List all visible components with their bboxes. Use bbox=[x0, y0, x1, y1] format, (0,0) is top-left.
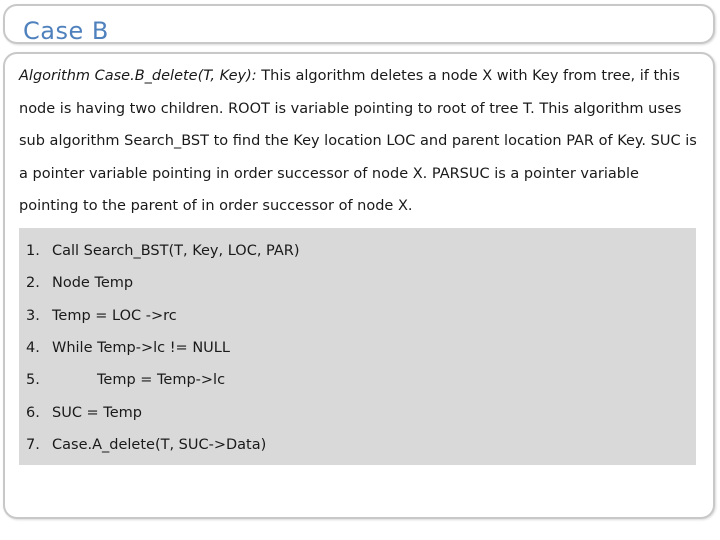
step-number: 2. bbox=[26, 275, 40, 291]
step-number: 6. bbox=[26, 405, 40, 421]
step-text: SUC = Temp bbox=[52, 405, 142, 421]
algorithm-description-text: This algorithm deletes a node X with Key from tree, if this node is having two children. ROOT is variable pointing to root of tree T. This algorithm uses sub algorithm Search_BST to find the Key location LOC and parent location PAR of Key. SUC is a pointer variable pointing in order successor of node X. PARSUC is a pointer variable pointing to the parent of in order successor of node X. bbox=[19, 68, 697, 214]
step-line bbox=[26, 438, 266, 453]
step-number: 4. bbox=[26, 340, 40, 356]
slide-title: Case B bbox=[23, 17, 109, 45]
step-number: 3. bbox=[26, 308, 40, 324]
step-line bbox=[26, 276, 133, 291]
step-text: While Temp->lc != NULL bbox=[52, 340, 230, 356]
algorithm-description bbox=[19, 60, 699, 223]
step-number: 1. bbox=[26, 243, 40, 259]
step-text: Call Search_BST(T, Key, LOC, PAR) bbox=[52, 243, 300, 259]
step-line bbox=[26, 373, 225, 388]
step-text: Node Temp bbox=[52, 275, 134, 291]
title-frame bbox=[3, 4, 715, 44]
algorithm-name: Algorithm Case.B_delete(T, Key): bbox=[19, 68, 257, 84]
step-line bbox=[26, 244, 300, 259]
step-line bbox=[26, 406, 142, 421]
step-text: Temp = Temp->lc bbox=[97, 372, 226, 388]
step-number: 7. bbox=[26, 437, 40, 453]
step-text: Case.A_delete(T, SUC->Data) bbox=[52, 437, 267, 453]
step-line bbox=[26, 341, 230, 356]
algorithm-steps-box bbox=[19, 228, 696, 465]
step-line bbox=[26, 309, 177, 324]
step-number: 5. bbox=[26, 372, 40, 388]
step-text: Temp = LOC ->rc bbox=[52, 308, 177, 324]
